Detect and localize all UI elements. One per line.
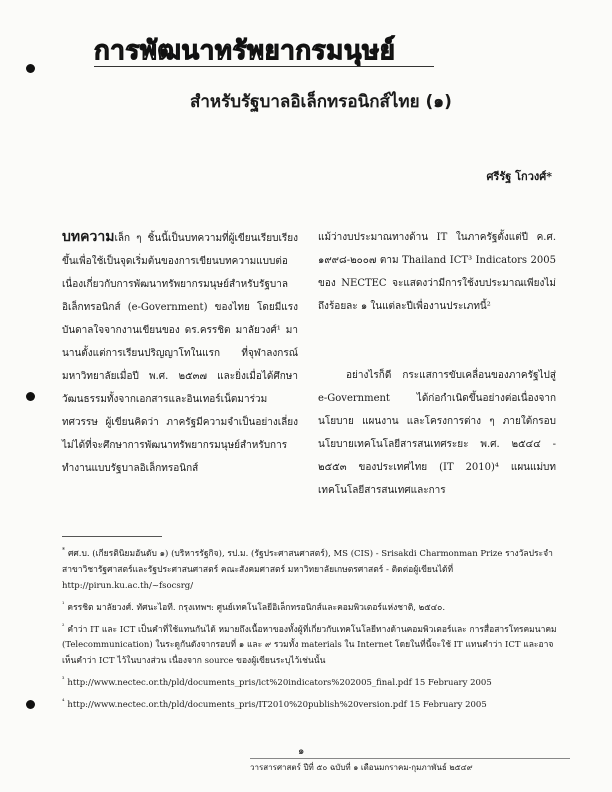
right-paragraph-2: อย่างไรก็ดี กระแสการขับเคลื่อนของภาครัฐไปสู่ e-Government ได้ก่อกำเนิดขึ้นอย่างต่อเนื่องจากนโยบาย แผนงาน และโครงการต่าง ๆ ภายใต้กรอบนโยบายเทคโนโลยีสารสนเทศระยะ พ.ศ. ๒๕๔๔ - ๒๕๕๓ ของประเทศไทย (IT 2010)⁴ แผนแม่บทเทคโนโลยีสารสนเทศและการ [318,370,556,496]
footnote-mark: ² [62,622,65,630]
footnotes [62,543,558,716]
footnote-mark: ¹ [62,600,65,608]
footnote-mark: ⁴ [62,698,65,706]
binder-hole-bottom [26,700,35,709]
footnote-item [62,694,558,713]
footnote-text: คำว่า IT และ ICT เป็นคำที่ใช้แทนกันได้ หมายถึงเนื้อหาของทั้งผู้ที่เกี่ยวกับเทคโนโลยีทางด้านคอมพิวเตอร์และ การสื่อสารโทรคมนาคม (Telecommunication) ในระดูกันดังจากรอบที่ ๑ และ ๙ รวมทั้ง materials ใน Internet โดยในที่นี้จะใช้ IT แทนคำว่า ICT และอาจเห็นคำว่า ICT ไว้ในบางส่วน เนื่องจาก source ของผู้เขียนระบุไว้เช่นนั้น [62,624,557,667]
footnote-text: http://www.nectec.or.th/pld/documents_pris/IT2010%20publish%20version.pdf 15 February 2005 [67,700,487,711]
lead-word: บทความ [62,229,115,245]
author-name: ศรีรัฐ โกวงศ์* [486,170,552,183]
title-underline [94,66,434,67]
footnote-text: http://www.nectec.or.th/pld/documents_pris/ict%20indicators%202005_final.pdf 15 February 2005 [67,678,492,689]
binder-hole-top [26,64,35,73]
footnote-separator [62,536,162,537]
footnote-item [62,672,558,691]
body-column-left [62,226,298,480]
footnote-item [62,597,558,616]
right-paragraph-1: แม้ว่างบประมาณทางด้าน IT ในภาครัฐตั้งแต่ปี ค.ศ. ๑๙๙๘-๒๐๐๗ ตาม Thailand ICT³ Indicators 2005 ของ NECTEC จะแสดงว่ามีการใช้งบประมาณเพียงไม่ถึงร้อยละ ๑ ในแต่ละปีเพื่องานประเภทนี้² [318,232,556,312]
footnote-item [62,619,558,670]
intro-paragraph [62,226,298,480]
article-subtitle: สำหรับรัฐบาลอิเล็กทรอนิกส์ไทย (๑) [190,92,452,112]
left-paragraph-text: เล็ก ๆ ชิ้นนี้เป็นบทความที่ผู้เขียนเรียบเรียงขึ้นเพื่อใช้เป็นจุดเริ่มต้นของการเขียนบทความแบบต่อเนื่องเกี่ยวกับการพัฒนาทรัพยากรมนุษย์สำหรับรัฐบาลอิเล็กทรอนิกส์ (e-Government) ของไทย โดยมีแรงบันดาลใจจากงานเขียนของ ดร.ครรชิต มาลัยวงศ์¹ มานานตั้งแต่การเรียนปริญญาโทในแรก ที่จุฬาลงกรณ์มหาวิทยาลัยเมื่อปี พ.ศ. ๒๕๓๗ และยิ่งเมื่อได้ศึกษาวัฒนธรรมทั้งจากเอกสารและอินเทอร์เน็ตมาร่วมทศวรรษ ผู้เขียนคิดว่า ภาครัฐมีความจำเป็นอย่างเลี่ยงไม่ได้ที่จะศึกษาการพัฒนาทรัพยากรมนุษย์สำหรับการทำงานแบบรัฐบาลอิเล็กทรอนิกส์ [62,233,298,474]
footnote-mark: ³ [62,676,65,684]
body-column-right [318,226,556,502]
binder-hole-middle [26,392,35,401]
journal-footer: วารสารศาสตร์ ปีที่ ๕๐ ฉบับที่ ๑ เดือนมกราคม-กุมภาพันธ์ ๒๕๔๙ [250,758,570,774]
page-number: ๑ [298,746,305,757]
article-title: การพัฒนาทรัพยากรมนุษย์ [94,36,396,66]
footnote-text: ครรชิต มาลัยวงศ์. ทัศนะไอที. กรุงเทพฯ: ศูนย์เทคโนโลยีอิเล็กทรอนิกส์และคอมพิวเตอร์แห่งชาติ, ๒๕๔๐. [67,602,446,613]
paragraph-gap [318,318,556,364]
footnote-item [62,543,558,594]
footnote-text: ศศ.บ. (เกียรตินิยมอันดับ ๑) (บริหารรัฐกิจ), รป.ม. (รัฐประศาสนศาสตร์), MS (CIS) - Srisakdi Charmonman Prize รางวัลประจำสาขาวิชารัฐศาสตร์และรัฐประศาสนศาสตร์ คณะสังคมศาสตร์ มหาวิทยาลัยเกษตรศาสตร์ - ติดต่อผู้เขียนได้ที่ http://pirun.ku.ac.th/~fsocsrg/ [62,548,553,591]
footnote-mark: * [62,547,65,554]
